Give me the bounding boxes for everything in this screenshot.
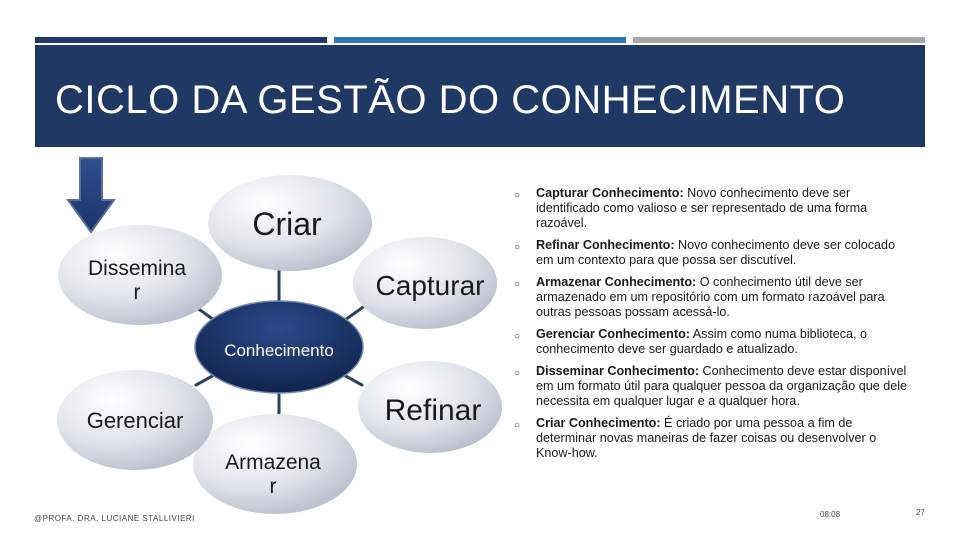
bullet-item — [514, 186, 914, 231]
bullet-term: Gerenciar Conhecimento: — [536, 327, 690, 341]
node-criar-label: Criar — [252, 206, 322, 242]
bullet-item — [514, 275, 914, 320]
bullet-text: Novo conhecimento deve ser colocado em um contexto para que possa ser discutível. — [536, 238, 896, 267]
bullet-term: Refinar Conhecimento: — [536, 238, 675, 252]
bullet-term: Disseminar Conhecimento: — [536, 364, 700, 378]
bullet-text: Assim como numa biblioteca, o conhecimento deve ser guardado e atualizado. — [536, 327, 868, 356]
bullet-circle-icon: ○ — [514, 190, 521, 201]
bullet-list — [514, 186, 914, 468]
knowledge-cycle-diagram — [0, 150, 510, 540]
bullet-text: É criado por uma pessoa a fim de determinar novas maneiras de fazer coisas ou desenvolver o Know-how. — [536, 416, 877, 460]
bullet-text: Conhecimento deve estar disponível em um formato útil para qualquer pessoa da organização que dele necessita em qualquer lugar e a qualquer hora. — [536, 364, 908, 408]
footer-page-number: 27 — [916, 508, 925, 517]
bullet-term: Criar Conhecimento: — [536, 416, 661, 430]
footer-date: 08:08 — [820, 510, 841, 519]
bullet-circle-icon: ○ — [514, 368, 521, 379]
node-disseminar-label-1: Dissemina — [87, 257, 187, 280]
bullet-item — [514, 416, 914, 461]
bullet-text: O conhecimento útil deve ser armazenado em um repositório com um formato razoável para outras pessoas possam acessá-lo. — [536, 275, 885, 319]
bullet-text: Novo conhecimento deve ser identificado como valioso e ser representado de uma forma razoável. — [536, 186, 868, 230]
bullet-term: Capturar Conhecimento: — [536, 186, 684, 200]
accent-bar-navy — [35, 37, 327, 43]
accent-bar-gray — [633, 37, 925, 43]
footer-author: @PROFA. DRA. LUCIANE STALLIVIERI — [34, 514, 195, 523]
accent-bar-blue — [334, 37, 626, 43]
bullet-item — [514, 327, 914, 357]
node-disseminar-label-2: r — [133, 281, 141, 304]
node-armazenar-label-2: r — [269, 475, 277, 498]
node-armazenar-label-1: Armazena — [225, 451, 321, 474]
down-arrow-icon — [68, 158, 114, 232]
bullet-circle-icon: ○ — [514, 331, 521, 342]
bullet-circle-icon: ○ — [514, 242, 521, 253]
slide-title: CICLO DA GESTÃO DO CONHECIMENTO — [55, 78, 846, 122]
title-banner — [35, 45, 925, 147]
bullet-item — [514, 238, 914, 268]
spoke-upper-right — [345, 305, 366, 320]
node-capturar-label: Capturar — [375, 270, 485, 301]
bullet-circle-icon: ○ — [514, 279, 521, 290]
bullet-circle-icon: ○ — [514, 420, 521, 431]
bullet-term: Armazenar Conhecimento: — [536, 275, 697, 289]
bullet-item — [514, 364, 914, 409]
node-conhecimento-label: Conhecimento — [224, 341, 334, 360]
node-gerenciar-label: Gerenciar — [86, 408, 184, 433]
node-refinar-label: Refinar — [384, 394, 482, 427]
